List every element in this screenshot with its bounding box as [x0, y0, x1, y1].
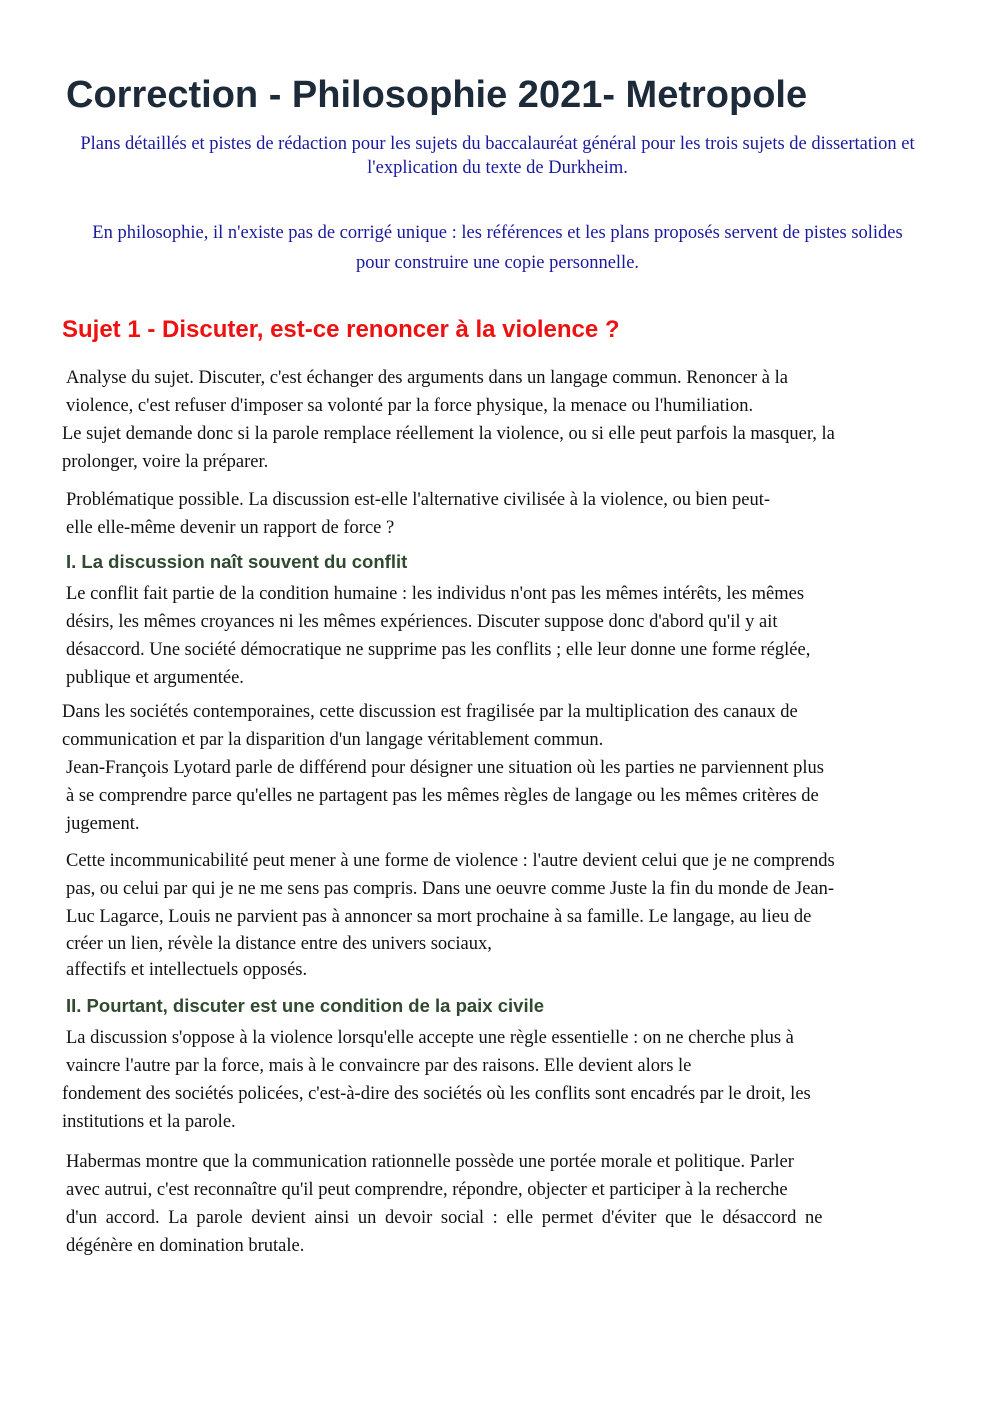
text-line: dégénère en domination brutale. [66, 1236, 305, 1256]
text-line: Habermas montre que la communication rationnelle possède une portée morale et politique. Parler [66, 1152, 794, 1172]
part1-paragraph-lyotard [66, 754, 908, 838]
text-line: vaincre l'autre par la force, mais à le convaincre par des raisons. Elle devient alors le [66, 1056, 692, 1076]
text-line: avec autrui, c'est reconnaître qu'il peut comprendre, répondre, objecter et participer à la recherche [66, 1180, 788, 1200]
page-title: Correction - Philosophie 2021- Metropole [66, 74, 808, 116]
part2-heading: II. Pourtant, discuter est une condition de la paix civile [66, 995, 545, 1016]
text-line: La discussion s'oppose à la violence lorsqu'elle accepte une règle essentielle : on ne cherche plus à [66, 1028, 794, 1048]
part1-heading: I. La discussion naît souvent du conflit [66, 551, 408, 572]
part1-paragraph-contemporary [62, 698, 908, 754]
intro-paragraph: Plans détaillés et pistes de rédaction pour les sujets du baccalauréat général pour les trois sujets de dissertation et l'explication du texte de Durkheim. [80, 134, 915, 178]
text-line: elle elle-même devenir un rapport de force ? [66, 518, 395, 538]
text-line: pas, ou celui par qui je ne me sens pas compris. Dans une oeuvre comme Juste la fin du monde de Jean- [66, 879, 835, 899]
text-line: désirs, les mêmes croyances ni les mêmes expériences. Discuter suppose donc d'abord qu'il y ait [66, 612, 778, 632]
part1-paragraph-conflict [66, 580, 908, 692]
text-line: Problématique possible. La discussion est-elle l'alternative civilisée à la violence, ou bien peut- [66, 490, 771, 510]
part2-paragraph-habermas [66, 1148, 908, 1260]
part2-paragraph-rule [66, 1024, 908, 1080]
text-line: jugement. [66, 814, 140, 834]
text-line: désaccord. Une société démocratique ne supprime pas les conflits ; elle leur donne une forme réglée, [66, 640, 811, 660]
text-line: institutions et la parole. [62, 1112, 236, 1132]
part2-paragraph-societies [62, 1080, 908, 1136]
text-line: fondement des sociétés policées, c'est-à-dire des sociétés où les conflits sont encadrés par le droit, les [62, 1084, 811, 1104]
part1-paragraph-lagarce [66, 847, 908, 983]
text-line: publique et argumentée. [66, 668, 244, 688]
text-line: Le sujet demande donc si la parole remplace réellement la violence, ou si elle peut parfois la masquer, la [62, 424, 835, 444]
problem-paragraph [66, 486, 908, 542]
text-line: Luc Lagarce, Louis ne parvient pas à annoncer sa mort prochaine à sa famille. Le langage, au lieu de [66, 907, 812, 927]
text-line: Analyse du sujet. Discuter, c'est échanger des arguments dans un langage commun. Renoncer à la [66, 368, 788, 388]
text-line: Le conflit fait partie de la condition humaine : les individus n'ont pas les mêmes intérêts, les mêmes [66, 584, 805, 604]
analysis-question [62, 420, 908, 476]
text-line: prolonger, voire la préparer. [62, 452, 269, 472]
text-line: à se comprendre parce qu'elles ne partagent pas les mêmes règles de langage ou les mêmes critères de [66, 786, 819, 806]
subject-heading: Sujet 1 - Discuter, est-ce renoncer à la violence ? [62, 316, 620, 343]
text-line: violence, c'est refuser d'imposer sa volonté par la force physique, la menace ou l'humiliation. [66, 396, 754, 416]
text-line: communication et par la disparition d'un langage véritablement commun. [62, 730, 604, 750]
text-line: Jean-François Lyotard parle de différend pour désigner une situation où les parties ne parviennent plus [66, 758, 824, 778]
text-line: Dans les sociétés contemporaines, cette discussion est fragilisée par la multiplication des canaux de [62, 702, 798, 722]
text-line: affectifs et intellectuels opposés. [66, 960, 308, 980]
analysis-paragraph [66, 364, 908, 420]
text-line: Cette incommunicabilité peut mener à une forme de violence : l'autre devient celui que je ne comprends [66, 851, 835, 871]
text-line: d'un accord. La parole devient ainsi un devoir social : elle permet d'éviter que le désaccord ne [66, 1208, 823, 1228]
text-line: créer un lien, révèle la distance entre des univers sociaux, [66, 934, 492, 954]
intro-note: En philosophie, il n'existe pas de corrigé unique : les références et les plans proposés servent de pistes solides pour construire une copie personnelle. [92, 223, 903, 273]
